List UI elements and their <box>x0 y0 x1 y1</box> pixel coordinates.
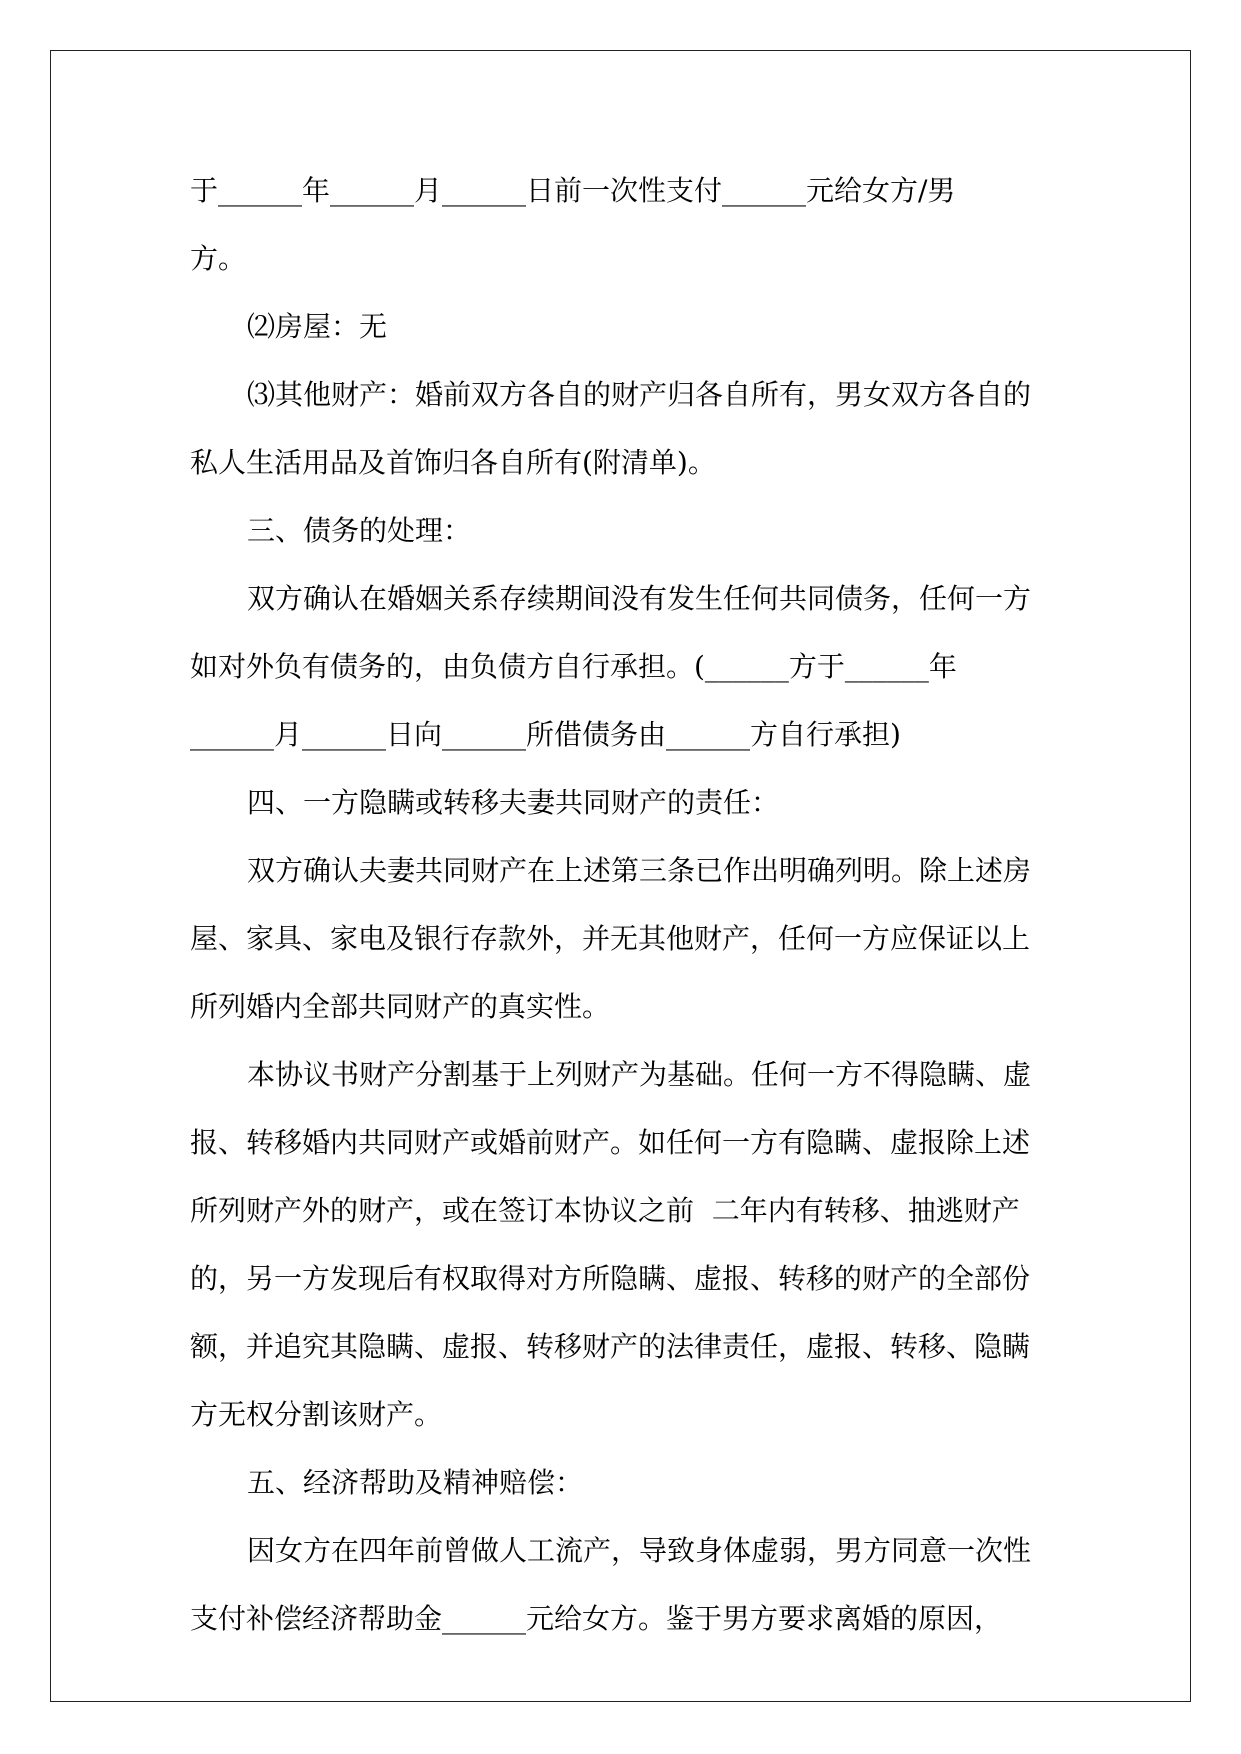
text-line: 双方确认夫妻共同财产在上述第三条已作出明确列明。除上述房 <box>247 854 1032 887</box>
text-line: ______月______日向______所借债务由______方自行承担) <box>190 718 901 751</box>
text-line: ⑶其他财产：婚前双方各自的财产归各自所有，男女双方各自的 <box>247 378 1032 411</box>
text-line: 所列财产外的财产，或在签订本协议之前 二年内有转移、抽逃财产 <box>190 1194 1020 1227</box>
text-line: 方。 <box>190 242 247 275</box>
text-line: 双方确认在婚姻关系存续期间没有发生任何共同债务，任何一方 <box>247 582 1032 615</box>
text-line: 于______年______月______日前一次性支付______元给女方/男 <box>190 174 956 207</box>
text-line: 所列婚内全部共同财产的真实性。 <box>190 990 611 1023</box>
text-line: 私人生活用品及首饰归各自所有(附清单)。 <box>190 446 716 479</box>
section-heading: 五、经济帮助及精神赔偿： <box>247 1466 584 1499</box>
text-line: 方无权分割该财产。 <box>190 1398 443 1431</box>
text-line: ⑵房屋：无 <box>247 310 388 343</box>
text-line: 因女方在四年前曾做人工流产，导致身体虚弱，男方同意一次性 <box>247 1534 1032 1567</box>
text-line: 屋、家具、家电及银行存款外，并无其他财产，任何一方应保证以上 <box>190 922 1031 955</box>
text-line: 额，并追究其隐瞒、虚报、转移财产的法律责任，虚报、转移、隐瞒 <box>190 1330 1031 1363</box>
section-heading: 三、债务的处理： <box>247 514 472 547</box>
text-line: 本协议书财产分割基于上列财产为基础。任何一方不得隐瞒、虚 <box>247 1058 1032 1091</box>
text-line: 如对外负有债务的，由负债方自行承担。(______方于______年 <box>190 650 957 683</box>
document-body <box>190 157 1060 1653</box>
text-line: 的，另一方发现后有权取得对方所隐瞒、虚报、转移的财产的全部份 <box>190 1262 1031 1295</box>
text-line: 报、转移婚内共同财产或婚前财产。如任何一方有隐瞒、虚报除上述 <box>190 1126 1031 1159</box>
text-line: 支付补偿经济帮助金______元给女方。鉴于男方要求离婚的原因， <box>190 1602 1003 1635</box>
section-heading: 四、一方隐瞒或转移夫妻共同财产的责任： <box>247 786 780 819</box>
